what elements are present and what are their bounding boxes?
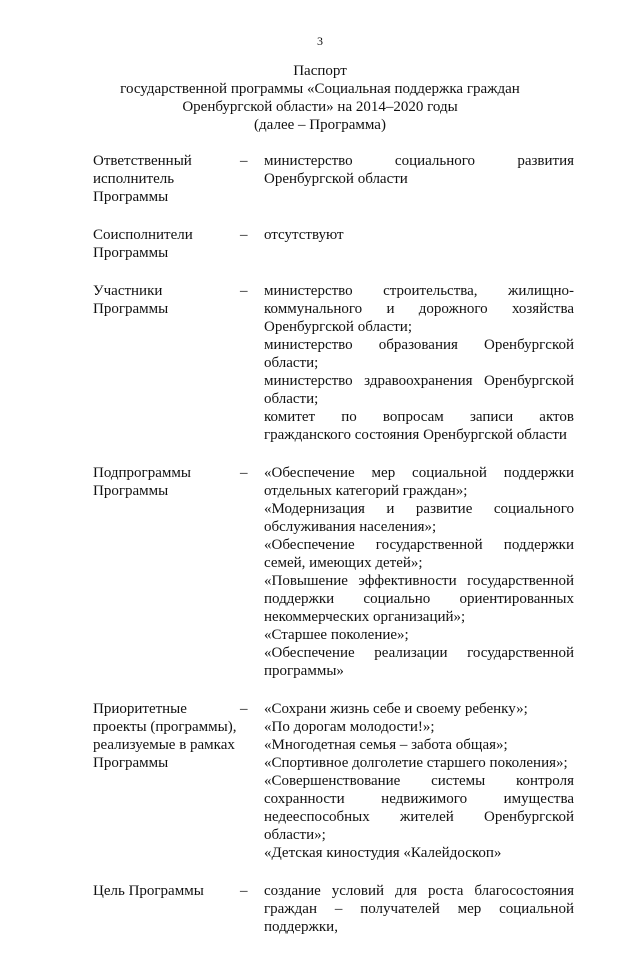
- row-label: [93, 152, 240, 226]
- value-item: «Обеспечение государственной поддержки семей, имеющих детей»;: [264, 537, 574, 571]
- passport-table: [93, 152, 574, 956]
- row-value: [264, 226, 574, 282]
- label-line: Программы: [93, 483, 169, 499]
- row-participants: [93, 282, 574, 464]
- dash-separator: –: [240, 227, 248, 243]
- value-item: министерство здравоохранения Оренбургской области;: [264, 373, 574, 407]
- value-item: создание условий для роста благосостояния граждан – получателей мер социальной поддержки,: [264, 883, 574, 935]
- value-item: «Старшее поколение»;: [264, 627, 409, 643]
- dash-separator: –: [240, 283, 248, 299]
- row-label: [93, 464, 240, 700]
- row-label: [93, 226, 240, 282]
- title-line-1: Паспорт: [293, 63, 347, 79]
- value-item: «Модернизация и развитие социального обслуживания населения»;: [264, 501, 574, 535]
- value-item: «Сохрани жизнь себе и своему ребенку»;: [264, 701, 528, 717]
- label-line: исполнитель: [93, 171, 175, 187]
- title-line-2: государственной программы «Социальная поддержка граждан: [120, 81, 520, 97]
- dash-separator: –: [240, 153, 248, 169]
- row-value: [264, 152, 574, 226]
- row-label: [93, 882, 240, 956]
- label-line: Участники: [93, 283, 163, 299]
- row-label: [93, 700, 240, 882]
- dash-separator: –: [240, 701, 248, 717]
- value-item: «Обеспечение мер социальной поддержки отдельных категорий граждан»;: [264, 465, 574, 499]
- label-line: Соисполнители: [93, 227, 193, 243]
- title-line-4: (далее – Программа): [254, 117, 386, 133]
- label-line: Приоритетные: [93, 701, 187, 717]
- label-line: Программы: [93, 301, 169, 317]
- value-item: министерство образования Оренбургской области;: [264, 337, 574, 371]
- row-value: [264, 282, 574, 464]
- label-line: Подпрограммы: [93, 465, 191, 481]
- value-item: отсутствуют: [264, 227, 344, 243]
- row-value: [264, 882, 574, 956]
- page-number: 3: [317, 34, 323, 48]
- label-line: Программы: [93, 245, 169, 261]
- value-item: «Обеспечение реализации государственной программы»: [264, 645, 574, 679]
- label-line: Цель Программы: [93, 883, 204, 899]
- value-item: комитет по вопросам записи актов гражданского состояния Оренбургской области: [264, 409, 574, 443]
- row-priority-projects: [93, 700, 574, 882]
- row-value: [264, 700, 574, 882]
- dash-separator: –: [240, 883, 248, 899]
- label-line: Программы: [93, 755, 169, 771]
- value-item: «Спортивное долголетие старшего поколения»;: [264, 755, 568, 771]
- value-item: министерство социального развития Оренбургской области: [264, 153, 574, 187]
- row-label: [93, 282, 240, 464]
- label-line: Программы: [93, 189, 169, 205]
- value-item: «Совершенствование системы контроля сохранности недвижимого имущества недееспособных жителей Оренбургской области»;: [264, 773, 574, 843]
- value-item: министерство строительства, жилищно-коммунального и дорожного хозяйства Оренбургской области;: [264, 283, 574, 335]
- row-responsible-executor: [93, 152, 574, 226]
- row-co-executors: [93, 226, 574, 282]
- row-subprograms: [93, 464, 574, 700]
- row-program-goal: [93, 882, 574, 956]
- document-title: [0, 62, 640, 134]
- value-item: «Детская киностудия «Калейдоскоп»: [264, 845, 502, 861]
- title-line-3: Оренбургской области» на 2014–2020 годы: [182, 99, 458, 115]
- label-line: Ответственный: [93, 153, 192, 169]
- value-item: «По дорогам молодости!»;: [264, 719, 435, 735]
- value-item: «Повышение эффективности государственной поддержки социально ориентированных некоммерческих организаций»;: [264, 573, 574, 625]
- dash-separator: –: [240, 465, 248, 481]
- label-line: реализуемые в рамках: [93, 737, 235, 753]
- label-line: проекты (программы),: [93, 719, 237, 735]
- value-item: «Многодетная семья – забота общая»;: [264, 737, 508, 753]
- row-value: [264, 464, 574, 700]
